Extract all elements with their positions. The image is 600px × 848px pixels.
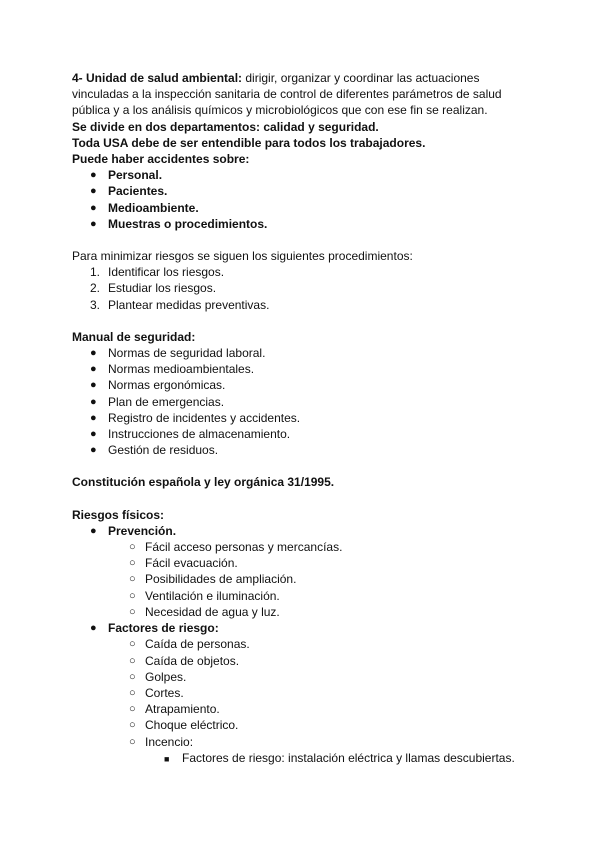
list-item xyxy=(72,442,532,458)
list-item xyxy=(72,216,532,232)
circle-bullet-icon: ○ xyxy=(129,670,136,683)
circle-bullet-icon: ○ xyxy=(129,735,136,748)
document-body xyxy=(72,70,532,766)
departments-statement: Se divide en dos departamentos: calidad y seguridad. xyxy=(72,119,379,134)
list-item xyxy=(72,345,532,361)
list-item-text: Factores de riesgo: instalación eléctrica y llamas descubiertas. xyxy=(182,750,515,765)
risk-factors-item xyxy=(72,620,532,636)
risks-title: Riesgos físicos: xyxy=(72,507,165,522)
list-item xyxy=(72,426,532,442)
list-item-text: Personal. xyxy=(108,168,163,183)
accidents-statement: Puede haber accidentes sobre: xyxy=(72,152,250,167)
bullet-icon: ● xyxy=(90,444,97,457)
list-item xyxy=(72,361,532,377)
constitution-heading: Constitución española y ley orgánica 31/1995. xyxy=(72,475,335,490)
bullet-icon: ● xyxy=(90,185,97,198)
step-number: 3. xyxy=(90,297,101,312)
list-item-text: Medioambiente. xyxy=(108,200,199,215)
bullet-icon: ● xyxy=(90,347,97,360)
usa-statement: Toda USA debe de ser entendible para todos los trabajadores. xyxy=(72,135,426,150)
list-item-text: Golpes. xyxy=(145,669,187,684)
list-item-text: Instrucciones de almacenamiento. xyxy=(108,427,291,442)
manual-list xyxy=(72,345,532,458)
list-item-text: Registro de incidentes y accidentes. xyxy=(108,410,301,425)
list-item xyxy=(72,280,532,296)
bullet-icon: ● xyxy=(90,379,97,392)
step-number: 1. xyxy=(90,265,101,280)
list-item-text: Plantear medidas preventivas. xyxy=(108,297,270,312)
list-item-text: Estudiar los riesgos. xyxy=(108,281,217,296)
list-item-text: Normas ergonómicas. xyxy=(108,378,226,393)
list-item-text: Gestión de residuos. xyxy=(108,443,219,458)
list-item xyxy=(72,539,532,555)
procedures-intro: Para minimizar riesgos se siguen los siguientes procedimientos: xyxy=(72,249,413,264)
circle-bullet-icon: ○ xyxy=(129,557,136,570)
list-item xyxy=(72,555,532,571)
bullet-icon: ● xyxy=(90,363,97,376)
circle-bullet-icon: ○ xyxy=(129,638,136,651)
list-item xyxy=(72,183,532,199)
list-item xyxy=(72,200,532,216)
list-item-text: Fácil evacuación. xyxy=(145,556,238,571)
list-item xyxy=(72,571,532,587)
manual-title: Manual de seguridad: xyxy=(72,329,196,344)
list-item xyxy=(72,167,532,183)
list-item-text: Necesidad de agua y luz. xyxy=(145,604,280,619)
list-item xyxy=(72,717,532,733)
list-item xyxy=(72,588,532,604)
bullet-icon: ● xyxy=(90,428,97,441)
list-item xyxy=(72,653,532,669)
step-number: 2. xyxy=(90,281,101,296)
list-item-text: Pacientes. xyxy=(108,184,168,199)
list-item xyxy=(72,604,532,620)
list-item-text: Prevención. xyxy=(108,523,177,538)
accidents-list xyxy=(72,167,532,232)
prevention-item xyxy=(72,523,532,539)
circle-bullet-icon: ○ xyxy=(129,686,136,699)
list-item-text: Normas de seguridad laboral. xyxy=(108,346,266,361)
list-item xyxy=(72,394,532,410)
bullet-icon: ● xyxy=(90,411,97,424)
list-item-text: Identificar los riesgos. xyxy=(108,265,225,280)
list-item-text: Factores de riesgo: xyxy=(108,621,219,636)
list-item-text: Ventilación e iluminación. xyxy=(145,588,280,603)
list-item xyxy=(72,264,532,280)
circle-bullet-icon: ○ xyxy=(129,573,136,586)
square-bullet-icon: ■ xyxy=(164,753,170,764)
list-item-text: Muestras o procedimientos. xyxy=(108,216,268,231)
list-item-text: Plan de emergencias. xyxy=(108,394,225,409)
list-item xyxy=(72,701,532,717)
list-item-text: Atrapamiento. xyxy=(145,702,220,717)
circle-bullet-icon: ○ xyxy=(129,541,136,554)
list-item xyxy=(72,750,532,766)
list-item xyxy=(72,636,532,652)
list-item xyxy=(72,685,532,701)
list-item xyxy=(72,377,532,393)
list-item xyxy=(72,297,532,313)
list-item-text: Caída de objetos. xyxy=(145,653,240,668)
bullet-icon: ● xyxy=(90,622,97,635)
list-item-text: Caída de personas. xyxy=(145,637,250,652)
intro-text: dirigir, organizar y coordinar las actuaciones vinculadas a la inspección sanitaria de control de diferentes parámetros de salud pública y a los análisis químicos y microbiológicos que con ese fin se realizan. xyxy=(72,71,502,118)
circle-bullet-icon: ○ xyxy=(129,719,136,732)
circle-bullet-icon: ○ xyxy=(129,589,136,602)
risks-list xyxy=(72,523,532,766)
bullet-icon: ● xyxy=(90,395,97,408)
intro-heading: 4- Unidad de salud ambiental: xyxy=(72,71,243,85)
list-item xyxy=(72,669,532,685)
bullet-icon: ● xyxy=(90,201,97,214)
list-item-text: Choque eléctrico. xyxy=(145,718,239,733)
list-item-text: Incencio: xyxy=(145,734,194,749)
circle-bullet-icon: ○ xyxy=(129,703,136,716)
list-item-text: Cortes. xyxy=(145,685,184,700)
bullet-icon: ● xyxy=(90,524,97,537)
bullet-icon: ● xyxy=(90,217,97,230)
list-item-text: Fácil acceso personas y mercancías. xyxy=(145,540,343,555)
list-item xyxy=(72,410,532,426)
list-item xyxy=(72,734,532,750)
circle-bullet-icon: ○ xyxy=(129,605,136,618)
intro-paragraph xyxy=(72,70,532,119)
procedures-list xyxy=(72,264,532,313)
bullet-icon: ● xyxy=(90,169,97,182)
list-item-text: Normas medioambientales. xyxy=(108,362,255,377)
circle-bullet-icon: ○ xyxy=(129,654,136,667)
list-item-text: Posibilidades de ampliación. xyxy=(145,572,297,587)
